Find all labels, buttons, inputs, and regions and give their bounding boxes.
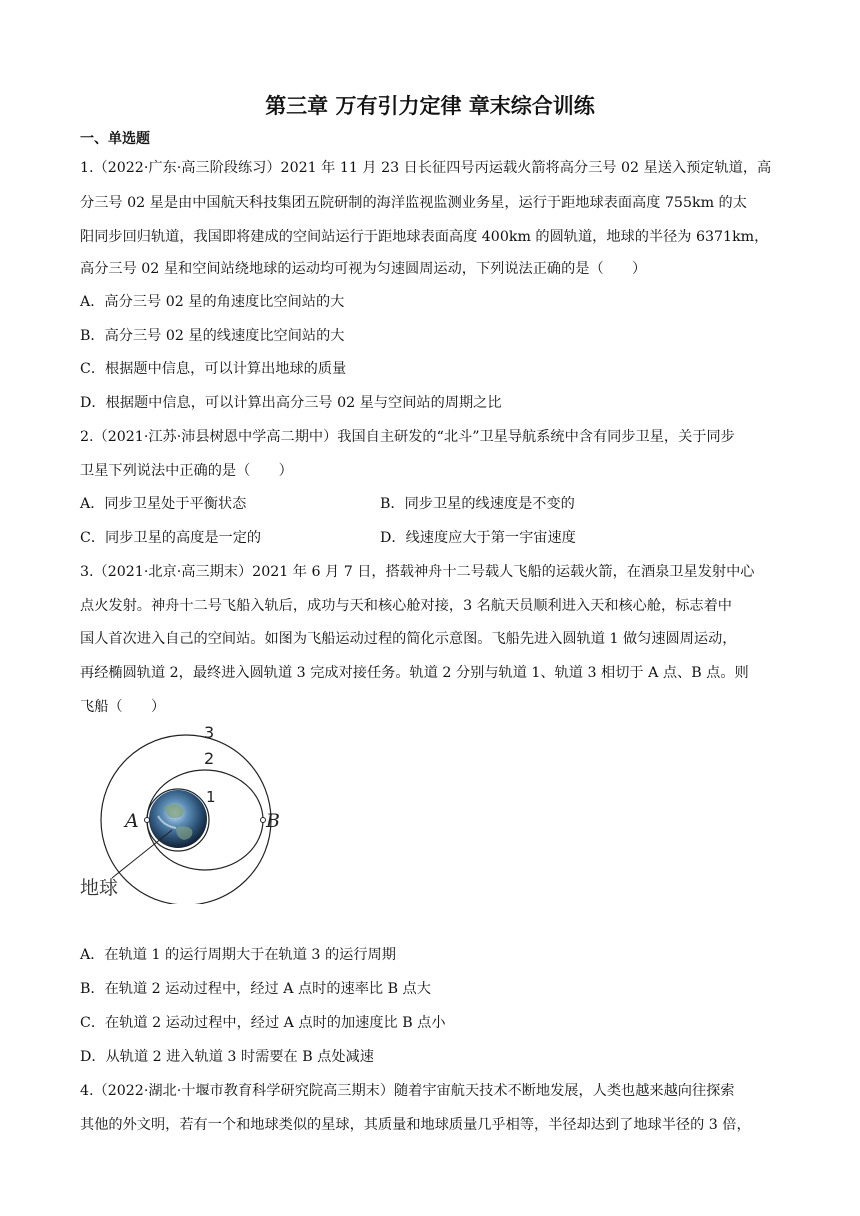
q2-option-c: C．同步卫星的高度是一定的: [80, 530, 262, 546]
point-a: [145, 818, 150, 823]
q3-line-4: 再经椭圆轨道 2，最终进入圆轨道 3 完成对接任务。轨道 2 分别与轨道 1、轨道 3 相切于 A 点、B 点。则: [80, 665, 749, 681]
q2-line-1: 2.（2021·江苏·沛县树恩中学高二期中）我国自主研发的“北斗”卫星导航系统中含有同步卫星，关于同步: [80, 429, 735, 445]
q3-option-d: D．从轨道 2 进入轨道 3 时需要在 B 点处减速: [80, 1049, 374, 1065]
q1-line-2: 分三号 02 星是由中国航天科技集团五院研制的海洋监视监测业务星，运行于距地球表面高度 755km 的太: [80, 195, 747, 211]
q3-line-2: 点火发射。神舟十二号飞船入轨后，成功与天和核心舱对接，3 名航天员顺利进入天和核心舱，标志着中: [80, 598, 732, 614]
point-a-label: A: [125, 810, 139, 832]
q1-line-1: 1.（2022·广东·高三阶段练习）2021 年 11 月 23 日长征四号丙运载火箭将高分三号 02 星送入预定轨道，高: [80, 160, 772, 176]
orbit-1-label: 1: [206, 788, 216, 806]
section-heading: 一、单选题: [80, 131, 150, 147]
q3-option-b: B．在轨道 2 运动过程中，经过 A 点时的速率比 B 点大: [80, 981, 431, 997]
q1-option-a: A．高分三号 02 星的角速度比空间站的大: [80, 294, 345, 310]
q1-option-c: C．根据题中信息，可以计算出地球的质量: [80, 361, 347, 377]
q3-line-5: 飞船（ ）: [80, 699, 166, 715]
q4-line-2: 其他的外文明，若有一个和地球类似的星球，其质量和地球质量几乎相等，半径却达到了地球半径的 3 倍，: [80, 1117, 751, 1133]
q3-line-3: 国人首次进入自己的空间站。如图为飞船运动过程的简化示意图。飞船先进入圆轨道 1 做匀速圆周运动，: [80, 631, 737, 647]
q3-line-1: 3.（2021·北京·高三期末）2021 年 6 月 7 日，搭载神舟十二号载人飞船的运载火箭，在酒泉卫星发射中心: [80, 564, 755, 580]
q1-line-4: 高分三号 02 星和空间站绕地球的运动均可视为匀速圆周运动，下列说法正确的是（ ）: [80, 261, 647, 277]
q4-line-1: 4.（2022·湖北·十堰市教育科学研究院高三期末）随着宇宙航天技术不断地发展，人类也越来越向往探索: [80, 1083, 735, 1099]
q2-option-a: A．同步卫星处于平衡状态: [80, 496, 247, 512]
q2-option-b: B．同步卫星的线速度是不变的: [380, 496, 575, 512]
q3-option-c: C．在轨道 2 运动过程中，经过 A 点时的加速度比 B 点小: [80, 1015, 446, 1031]
page-title: 第三章 万有引力定律 章末综合训练: [265, 94, 595, 118]
earth-label: 地球: [80, 877, 119, 899]
q2-option-d: D．线速度应大于第一宇宙速度: [380, 530, 576, 546]
q1-option-d: D．根据题中信息，可以计算出高分三号 02 星与空间站的周期之比: [80, 395, 502, 411]
orbit-2-label: 2: [204, 749, 215, 768]
q1-line-3: 阳同步回归轨道，我国即将建成的空间站运行于距地球表面高度 400km 的圆轨道，地球的半径为 6371km，: [80, 229, 769, 245]
point-b-label: B: [266, 810, 280, 832]
point-b: [261, 818, 266, 823]
q2-line-2: 卫星下列说法中正确的是（ ）: [80, 463, 293, 479]
orbit-3-label: 3: [204, 723, 215, 742]
q3-option-a: A．在轨道 1 的运行周期大于在轨道 3 的运行周期: [80, 947, 396, 963]
earth-globe: [149, 790, 207, 848]
orbit-diagram: [78, 718, 298, 904]
q1-option-b: B．高分三号 02 星的线速度比空间站的大: [80, 328, 345, 344]
